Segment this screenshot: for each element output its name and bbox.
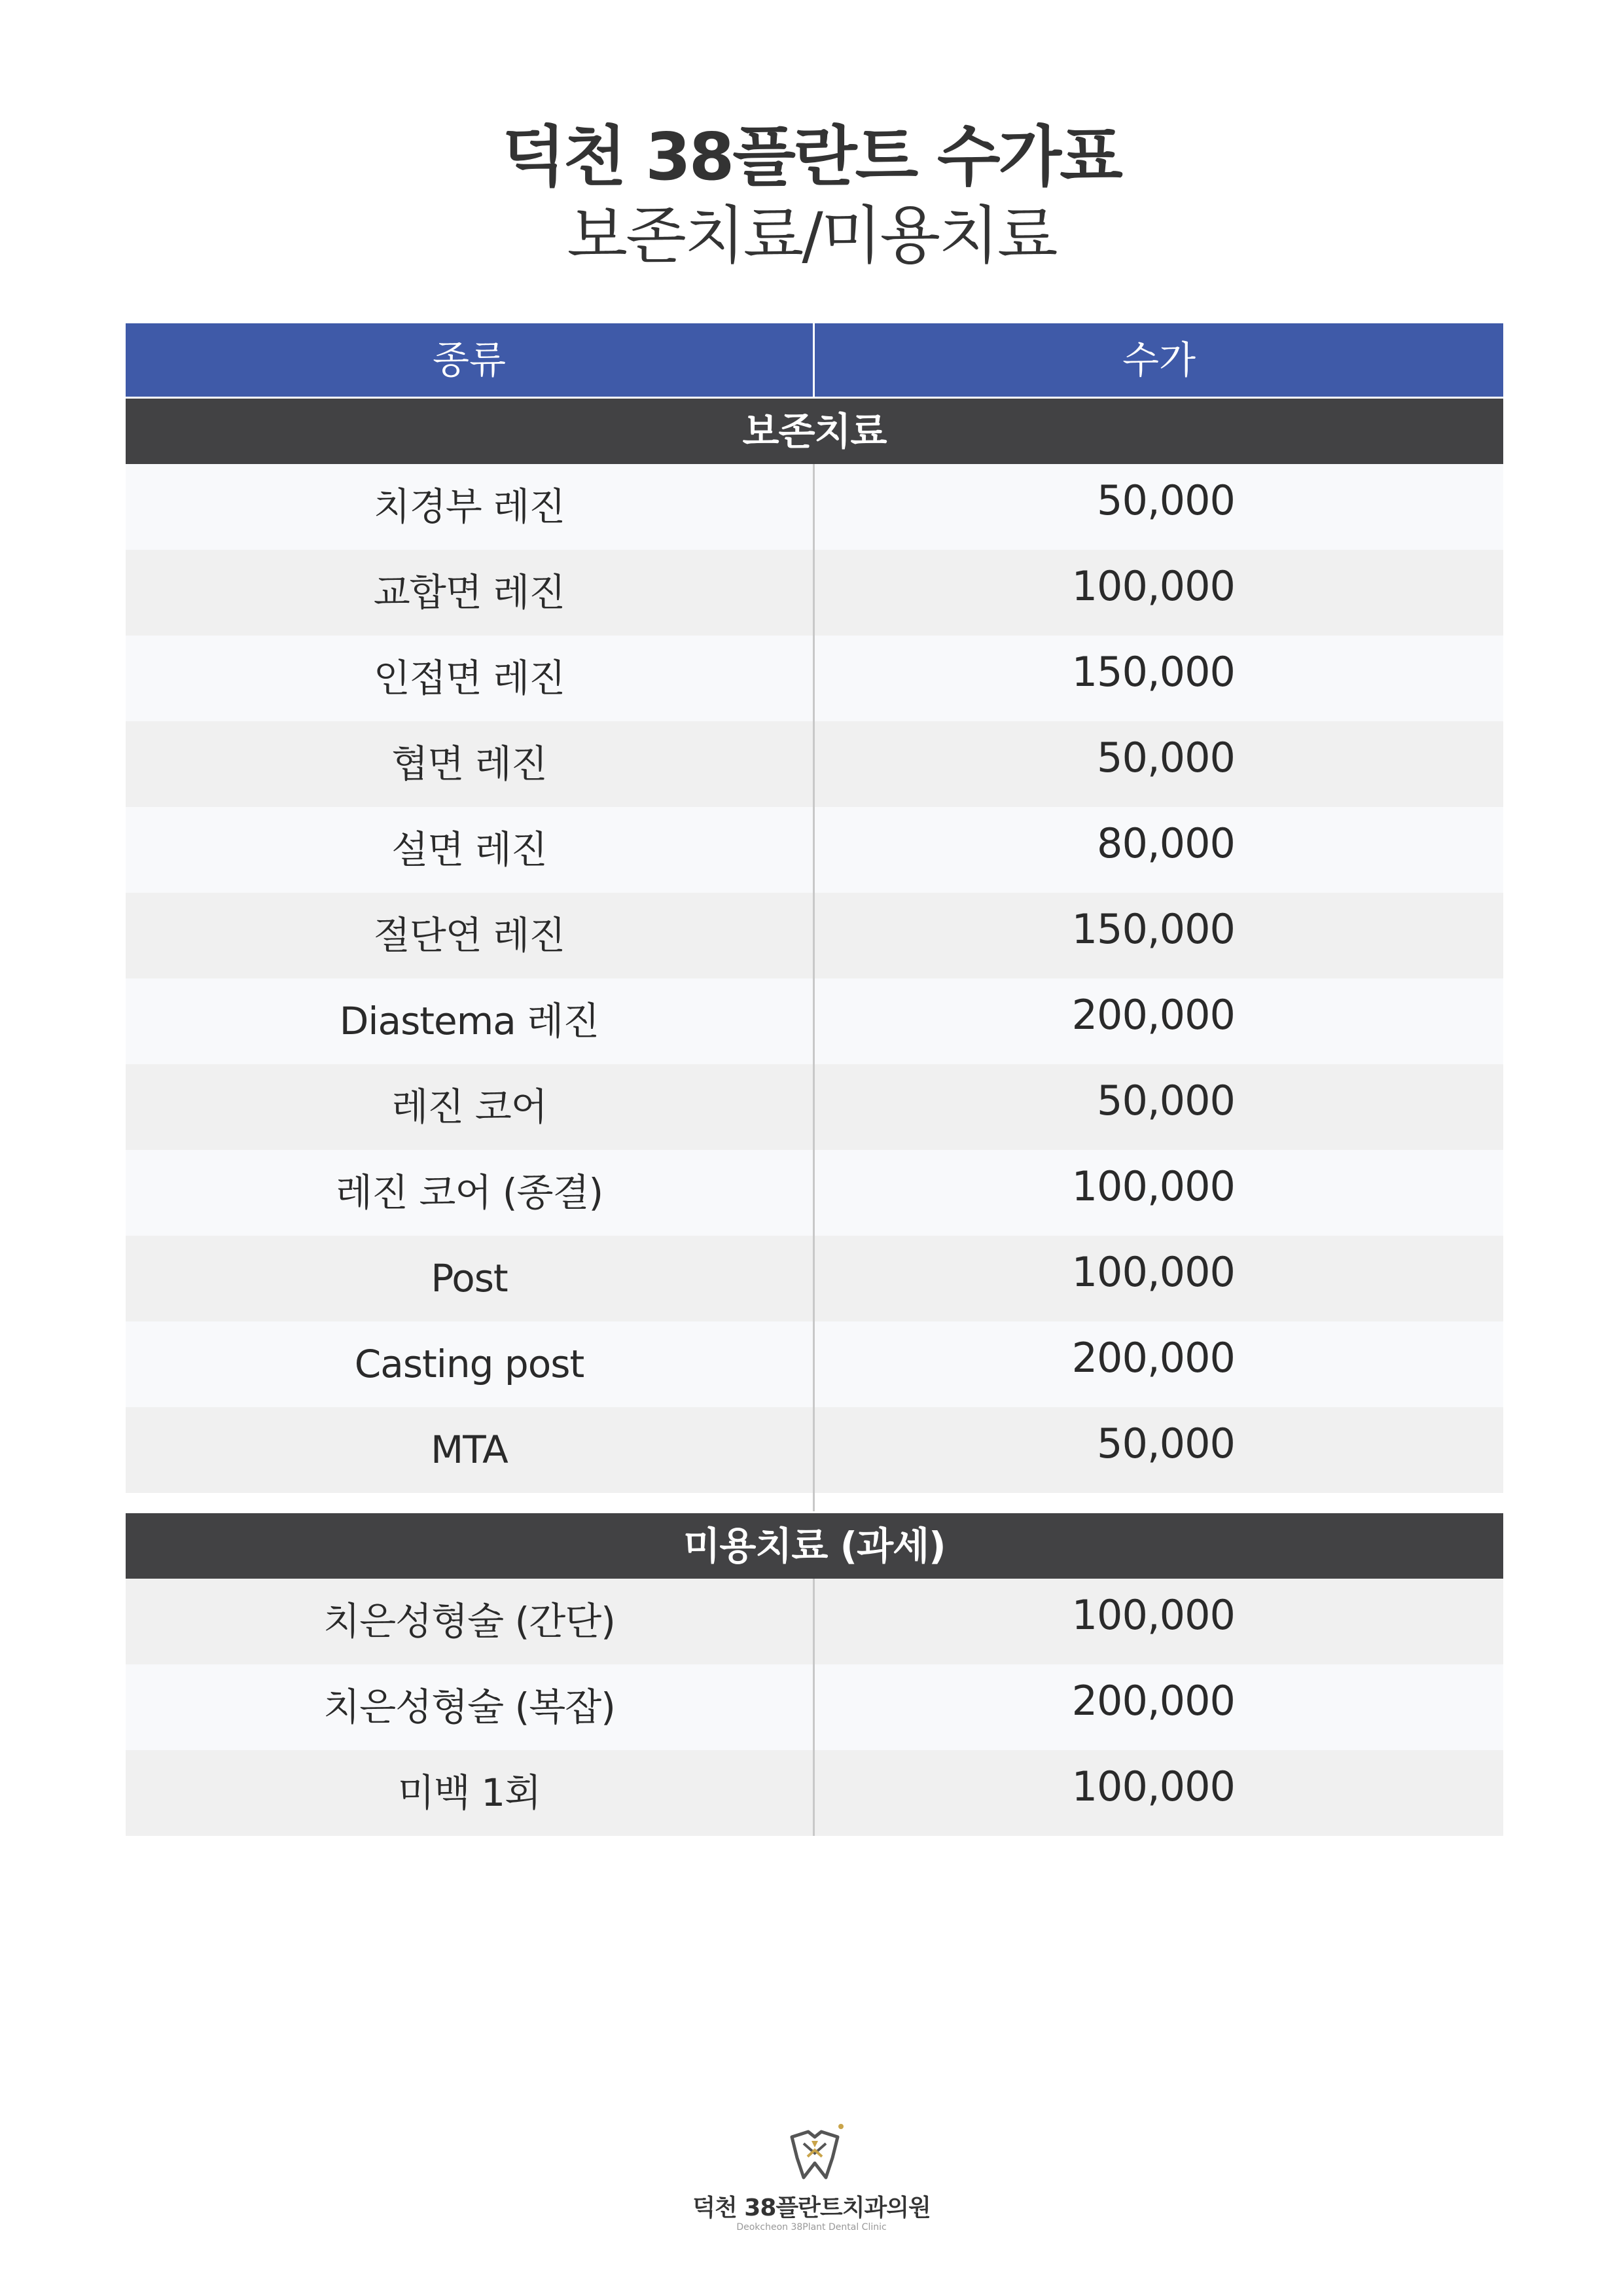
row-price: 50,000 (1097, 734, 1235, 781)
tooth-logo-icon (779, 2117, 851, 2189)
section-header-conservative: 보존치료 (126, 397, 1503, 464)
row-price: 50,000 (1097, 1077, 1235, 1124)
page-title: 덕천 38플란트 수가표 (502, 118, 1121, 195)
table-row (126, 1150, 1503, 1236)
row-price: 100,000 (1071, 1248, 1235, 1296)
row-item: 치은성형술 (간단) (126, 1579, 815, 1664)
price-table (126, 323, 1503, 1836)
row-item: 절단연 레진 (126, 893, 815, 978)
table-row (126, 464, 1503, 550)
row-price: 100,000 (1071, 562, 1235, 610)
row-item: 설면 레진 (126, 807, 815, 893)
row-item: 미백 1회 (126, 1750, 815, 1836)
table-row (126, 550, 1503, 636)
table-row (126, 1407, 1503, 1493)
row-item: 교합면 레진 (126, 550, 815, 636)
section-gap (126, 1493, 1503, 1511)
table-row (126, 1750, 1503, 1836)
row-item: Casting post (126, 1321, 815, 1407)
table-header (126, 323, 1503, 397)
row-item: Diastema 레진 (126, 978, 815, 1064)
row-price: 100,000 (1071, 1162, 1235, 1210)
header-price: 수가 (1122, 338, 1196, 382)
row-price: 80,000 (1097, 819, 1235, 867)
table-row (126, 721, 1503, 807)
table-row (126, 807, 1503, 893)
row-price: 200,000 (1071, 1334, 1235, 1382)
row-item: 레진 코어 (126, 1064, 815, 1150)
table-row (126, 1664, 1503, 1750)
row-price: 100,000 (1071, 1763, 1235, 1810)
row-item: 치은성형술 (복잡) (126, 1664, 815, 1750)
row-item: Post (126, 1236, 815, 1321)
row-price: 150,000 (1071, 648, 1235, 696)
table-row (126, 1321, 1503, 1407)
clinic-name-en: Deokcheon 38Plant Dental Clinic (736, 2222, 887, 2233)
row-price: 150,000 (1071, 905, 1235, 953)
clinic-name: 덕천 38플란트치과의원 (692, 2195, 931, 2221)
table-row (126, 893, 1503, 978)
row-item: 치경부 레진 (126, 464, 815, 550)
row-price: 200,000 (1071, 991, 1235, 1039)
table-row (126, 1236, 1503, 1321)
row-item: 협면 레진 (126, 721, 815, 807)
row-price: 200,000 (1071, 1677, 1235, 1725)
row-price: 50,000 (1097, 1420, 1235, 1467)
page-subtitle: 보존치료/미용치료 (567, 199, 1056, 272)
section-header-cosmetic: 미용치료 (과세) (126, 1511, 1503, 1579)
row-item: 인접면 레진 (126, 636, 815, 721)
table-row (126, 978, 1503, 1064)
header-type: 종류 (126, 323, 815, 397)
row-price: 50,000 (1097, 476, 1235, 524)
table-row (126, 636, 1503, 721)
row-item: 레진 코어 (종결) (126, 1150, 815, 1236)
table-row (126, 1579, 1503, 1664)
row-item: MTA (126, 1407, 815, 1493)
row-price: 100,000 (1071, 1591, 1235, 1639)
table-row (126, 1064, 1503, 1150)
